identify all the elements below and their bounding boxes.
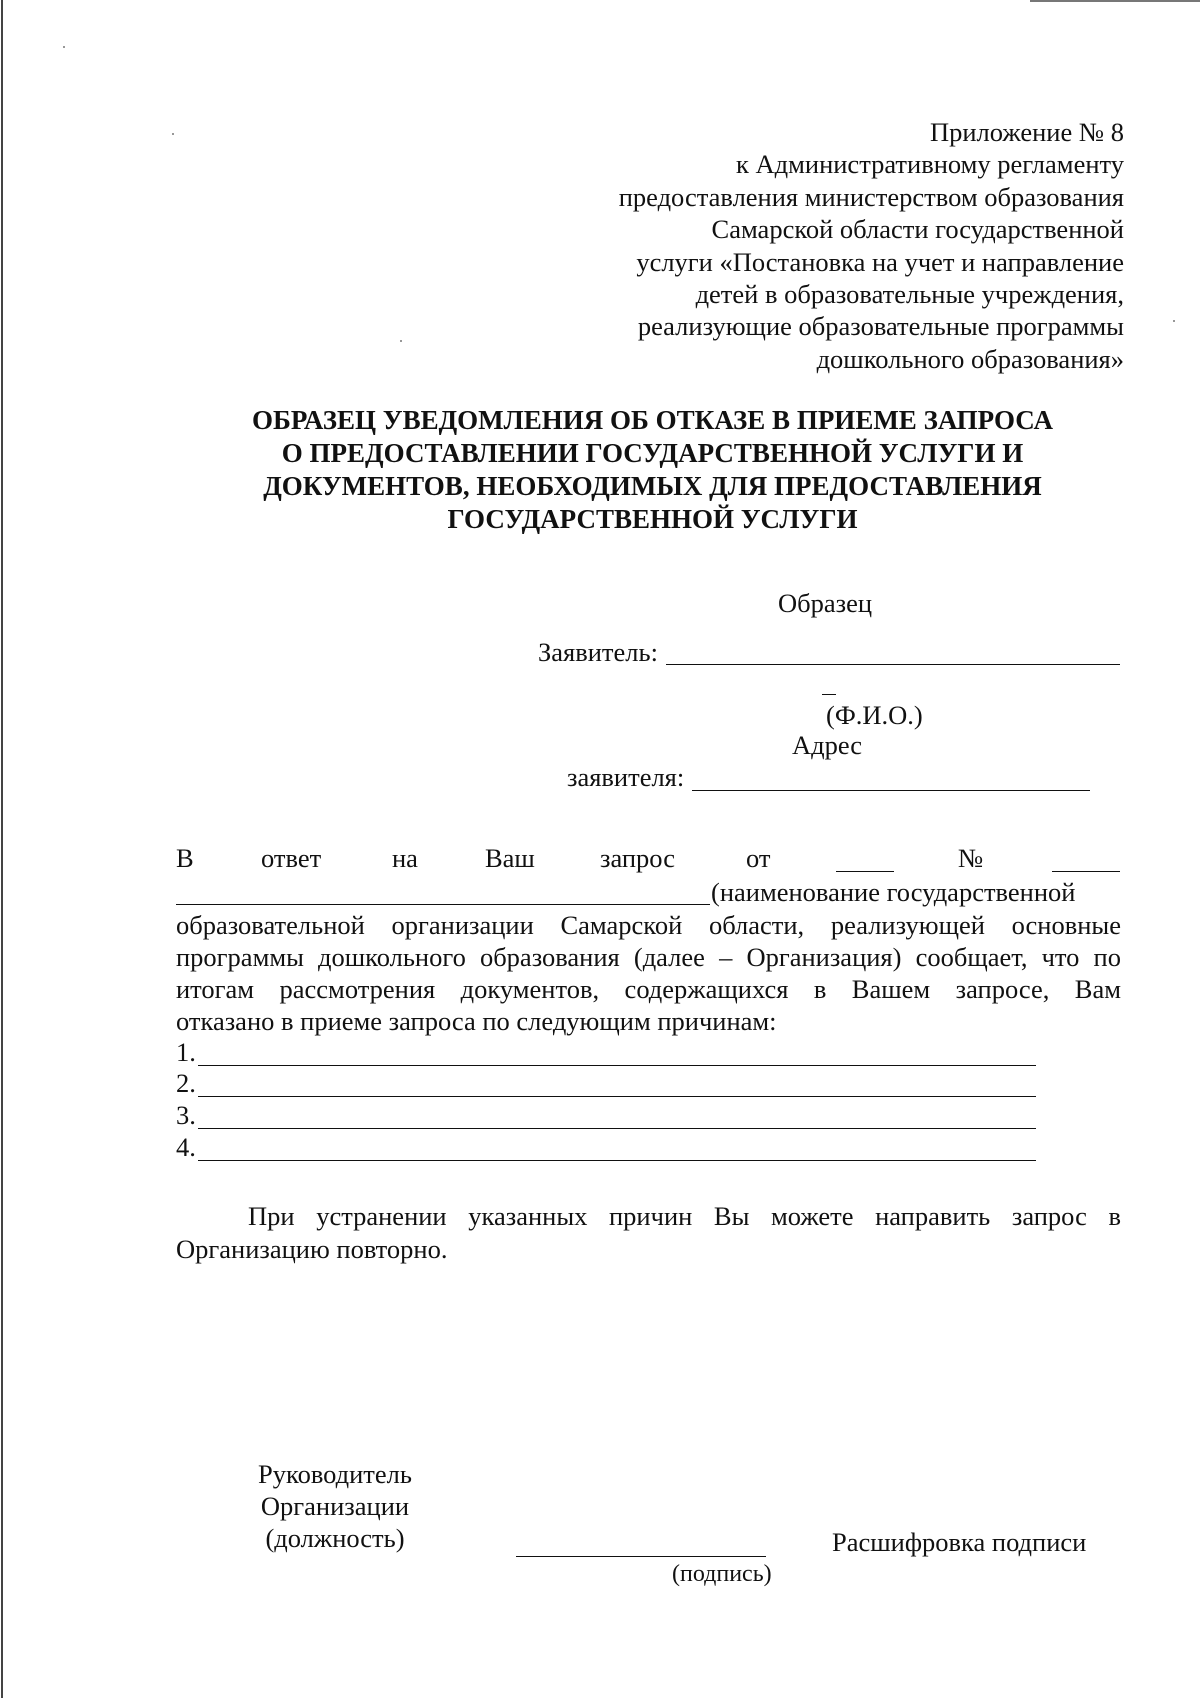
appendix-line: услуги «Постановка на учет и направление: [636, 246, 1124, 277]
request-number-line: [1052, 871, 1120, 872]
appendix-line: детей в образовательные учреждения,: [695, 278, 1124, 309]
reason-number: 1.: [176, 1037, 196, 1067]
applicant-label: Заявитель:: [538, 637, 658, 667]
reason-line: [198, 1096, 1036, 1097]
title-line: ОБРАЗЕЦ УВЕДОМЛЕНИЯ ОБ ОТКАЗЕ В ПРИЕМЕ ЗАПРОСА: [252, 405, 1053, 435]
title-line: ДОКУМЕНТОВ, НЕОБХОДИМЫХ ДЛЯ ПРЕДОСТАВЛЕНИЯ: [263, 471, 1042, 501]
head-line: (должность): [265, 1523, 405, 1553]
appendix-line: к Административному регламенту: [736, 149, 1124, 180]
appendix-line: предоставления министерством образования: [618, 181, 1124, 212]
head-line: Руководитель: [258, 1459, 412, 1489]
number-sign: №: [958, 843, 984, 873]
scan-speck: [172, 133, 174, 135]
signature-line: [516, 1556, 766, 1557]
reason-line: [198, 1128, 1036, 1129]
fio-dash: [822, 694, 836, 695]
scan-top-edge: [1030, 0, 1200, 2]
signature-hint: (подпись): [672, 1561, 772, 1587]
signature-decoding: Расшифровка подписи: [832, 1527, 1087, 1557]
closing-line: Организацию повторно.: [176, 1234, 448, 1264]
organization-name-line: [176, 904, 710, 905]
reason-number: 4.: [176, 1132, 196, 1162]
title-line: ГОСУДАРСТВЕННОЙ УСЛУГИ: [447, 504, 858, 534]
head-position-block: [220, 1458, 450, 1554]
body-word: от: [746, 843, 771, 873]
scan-left-edge: [1, 0, 3, 1698]
organization-hint: (наименование государственной: [711, 877, 1076, 907]
document-title: [160, 404, 1145, 536]
applicant-address-line: [692, 790, 1090, 791]
reason-number: 3.: [176, 1100, 196, 1130]
closing-line: При устранении указанных причин Вы можете направить запрос в: [248, 1201, 1121, 1231]
appendix-block: [520, 116, 1124, 375]
applicant-name-line: [666, 664, 1120, 665]
request-date-line: [836, 871, 894, 872]
sample-label: Образец: [778, 588, 873, 618]
scan-speck: [1173, 320, 1175, 322]
body-line: образовательной организации Самарской области, реализующей основные: [176, 910, 1121, 940]
body-line: итогам рассмотрения документов, содержащихся в Вашем запросе, Вам: [176, 974, 1121, 1004]
address-label-2: заявителя:: [567, 762, 685, 792]
body-line: программы дошкольного образования (далее – Организация) сообщает, что по: [176, 942, 1121, 972]
scan-speck: [400, 340, 402, 342]
fio-hint: (Ф.И.О.): [826, 700, 923, 730]
body-word: В: [176, 843, 194, 873]
appendix-line: Самарской области государственной: [711, 214, 1124, 245]
body-word: Ваш: [485, 843, 535, 873]
appendix-line: Приложение № 8: [929, 117, 1124, 147]
body-line: отказано в приеме запроса по следующим причинам:: [176, 1006, 777, 1036]
title-line: О ПРЕДОСТАВЛЕНИИ ГОСУДАРСТВЕННОЙ УСЛУГИ И: [281, 438, 1024, 468]
scan-speck: [63, 46, 65, 48]
address-label: Адрес: [792, 730, 863, 760]
body-word: запрос: [600, 843, 675, 873]
body-word: на: [392, 843, 418, 873]
body-word: ответ: [261, 843, 322, 873]
head-line: Организации: [260, 1491, 410, 1521]
appendix-line: реализующие образовательные программы: [637, 311, 1124, 342]
reason-number: 2.: [176, 1068, 196, 1098]
reason-line: [198, 1160, 1036, 1161]
reason-line: [198, 1065, 1036, 1066]
appendix-line: дошкольного образования»: [816, 343, 1124, 374]
